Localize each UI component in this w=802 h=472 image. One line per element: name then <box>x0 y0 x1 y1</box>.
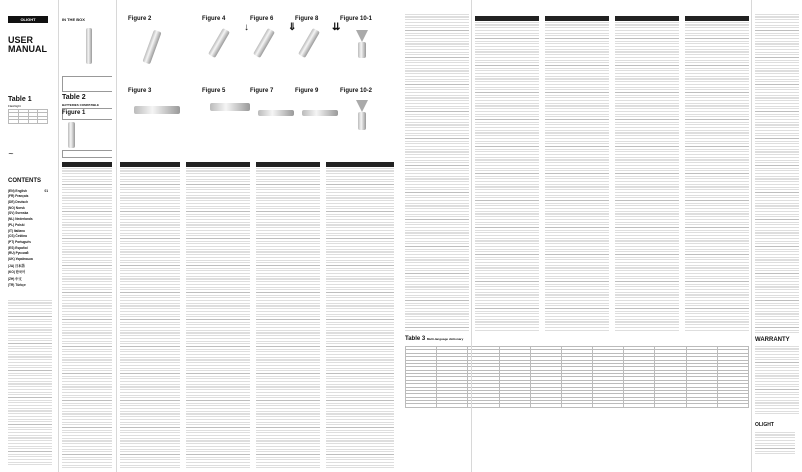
figure-4-label: Figure 4 <box>202 16 226 22</box>
title-line-2: MANUAL <box>8 44 47 54</box>
brand-logo: OLIGHT <box>8 16 48 23</box>
text-column-4 <box>256 160 320 472</box>
accessory-chart <box>62 76 112 92</box>
fold-line <box>751 0 752 472</box>
text-column-2 <box>120 160 180 472</box>
figure-7-flashlight <box>258 110 294 116</box>
contents-language: (ZH) 中文 <box>8 277 22 281</box>
contents-row <box>8 217 48 221</box>
table-cell <box>530 404 561 407</box>
figure-9-label: Figure 9 <box>295 88 319 94</box>
table-cell <box>499 404 530 407</box>
contents-row <box>8 189 48 193</box>
contents-language: (SV) Svenska <box>8 211 29 216</box>
back-text-column-3 <box>545 14 609 332</box>
contents-language: (PT) Português <box>8 239 31 244</box>
body-text-block <box>475 22 539 332</box>
arrow-down-icon: ↓ <box>244 22 249 33</box>
figure-10-2-label: Figure 10-2 <box>340 88 373 94</box>
warranty-text <box>755 346 799 416</box>
table-cell <box>655 404 686 407</box>
figure-8-label: Figure 8 <box>295 16 319 22</box>
text-column-3 <box>186 160 250 472</box>
manual-sheet-back <box>401 0 802 472</box>
figure1-label: Figure 1 <box>62 110 86 116</box>
contents-row <box>8 246 48 250</box>
section-bar <box>685 16 749 21</box>
body-text-block <box>120 168 180 468</box>
figure-7-label: Figure 7 <box>250 88 274 94</box>
contents-row <box>8 234 48 238</box>
figure-10-1-label: Figure 10-1 <box>340 16 373 22</box>
section-bar <box>186 162 250 167</box>
figure-2-flashlight <box>142 30 161 65</box>
section-bar <box>120 162 180 167</box>
section-bar <box>326 162 394 167</box>
table2-label: Table 2 <box>62 94 86 101</box>
table-cell <box>686 404 717 407</box>
contents-row <box>8 200 48 204</box>
body-text-block <box>326 168 394 468</box>
contents-language: (NO) Norsk <box>8 205 25 210</box>
body-text-block <box>62 168 112 468</box>
contents-language: (CS) Čeština <box>8 234 27 239</box>
back-text-column-5 <box>685 14 749 332</box>
contents-language: (ES) Español <box>8 245 28 250</box>
body-text-block <box>615 22 679 332</box>
contents-row <box>8 229 48 233</box>
table3-title <box>405 336 463 342</box>
back-text-column-4 <box>615 14 679 332</box>
table-cell <box>406 404 437 407</box>
contents-language: (DE) Deutsch <box>8 200 29 205</box>
contents-language: (JA) 日本語 <box>8 263 25 268</box>
multi-language-table <box>405 346 749 408</box>
cover-lower-text <box>8 300 52 465</box>
figure-5-label: Figure 5 <box>202 88 226 94</box>
section-bar <box>545 16 609 21</box>
figure1-legend <box>62 150 112 158</box>
table1-caption: Flashlight <box>8 104 21 108</box>
back-text-column-2 <box>475 14 539 332</box>
contents-row <box>8 223 48 227</box>
contents-row <box>8 206 48 210</box>
figure-2-label: Figure 2 <box>128 16 152 22</box>
table3-caption: Multi-language dictionary <box>426 337 464 341</box>
table-row <box>406 404 749 407</box>
figure-10-1-flashlight <box>358 42 366 58</box>
flashlight-spec-table <box>8 109 48 124</box>
back-text-column-1 <box>405 14 469 332</box>
light-beam-2-icon <box>356 100 368 112</box>
table-cell <box>468 404 499 407</box>
text-column-1 <box>62 160 112 472</box>
text-column-5 <box>326 160 394 472</box>
section-bar <box>62 162 112 167</box>
fold-line <box>471 0 472 472</box>
contents-language: (IT) Italiano <box>8 228 25 233</box>
table2-caption: BATTERIES COMPATIBLE <box>62 103 99 107</box>
contents-row <box>8 251 48 255</box>
section-bar <box>256 162 320 167</box>
in-the-box-title: IN THE BOX <box>62 17 85 22</box>
cover-column <box>8 0 54 472</box>
figure-10-2-flashlight <box>358 112 366 130</box>
contents-language: (TR) Türkçe <box>8 282 26 287</box>
contact-text <box>755 432 795 454</box>
fold-line <box>58 0 59 472</box>
body-text-block <box>755 14 799 334</box>
back-text-column-6 <box>755 14 799 334</box>
figure-8-flashlight <box>298 28 320 58</box>
section-bar <box>475 16 539 21</box>
body-text-block <box>685 22 749 332</box>
light-beam-icon <box>356 30 368 42</box>
figure-6-label: Figure 6 <box>250 16 274 22</box>
table-cell <box>437 404 468 407</box>
table-cell <box>624 404 655 407</box>
title-line-1: USER <box>8 35 34 45</box>
contents-row <box>8 194 48 198</box>
body-text-block <box>256 168 320 468</box>
cover-body-text <box>8 262 52 281</box>
double-arrow-down-icon: ⇓ <box>288 22 297 33</box>
contents-language: (EN) English <box>8 188 27 193</box>
contents-language: (KO) 한국어 <box>8 270 26 275</box>
table-cell <box>561 404 592 407</box>
contents-title: CONTENTS <box>8 178 41 184</box>
body-text-block <box>545 22 609 332</box>
table1-label: Table 1 <box>8 96 32 103</box>
contents-language: (PL) Polski <box>8 222 25 227</box>
figure1-flashlight-image <box>68 122 75 148</box>
contents-row <box>8 257 48 261</box>
signature-mark: ~ <box>8 150 14 158</box>
warranty-title: WARRANTY <box>755 337 790 343</box>
figure-3-label: Figure 3 <box>128 88 152 94</box>
flashlight-image <box>86 28 92 64</box>
body-text-block <box>405 14 469 332</box>
contents-row <box>8 211 48 215</box>
contents-language: (UK) Українська <box>8 256 33 261</box>
table-cell <box>717 404 748 407</box>
contents-language: (RU) Русский <box>8 251 29 256</box>
contents-page: 01 <box>44 188 48 193</box>
back-brand-logo: OLIGHT <box>755 422 774 428</box>
fold-line <box>116 0 117 472</box>
section-bar <box>615 16 679 21</box>
figure-6-flashlight <box>253 28 275 58</box>
triple-arrow-down-icon: ⇊ <box>332 22 341 33</box>
figure-4-flashlight <box>208 28 230 58</box>
contents-row <box>8 240 48 244</box>
body-text-block <box>186 168 250 468</box>
figures-area <box>120 0 400 160</box>
table-cell <box>593 404 624 407</box>
contents-row <box>8 283 48 287</box>
table3-label: Table 3 <box>405 336 426 342</box>
figure-3-flashlight <box>134 106 180 114</box>
figure-5-flashlight <box>210 103 250 111</box>
contents-language: (FR) Français <box>8 194 29 199</box>
figure-9-flashlight <box>302 110 338 116</box>
contents-language: (NL) Nederlands <box>8 217 33 222</box>
manual-title <box>8 36 47 54</box>
